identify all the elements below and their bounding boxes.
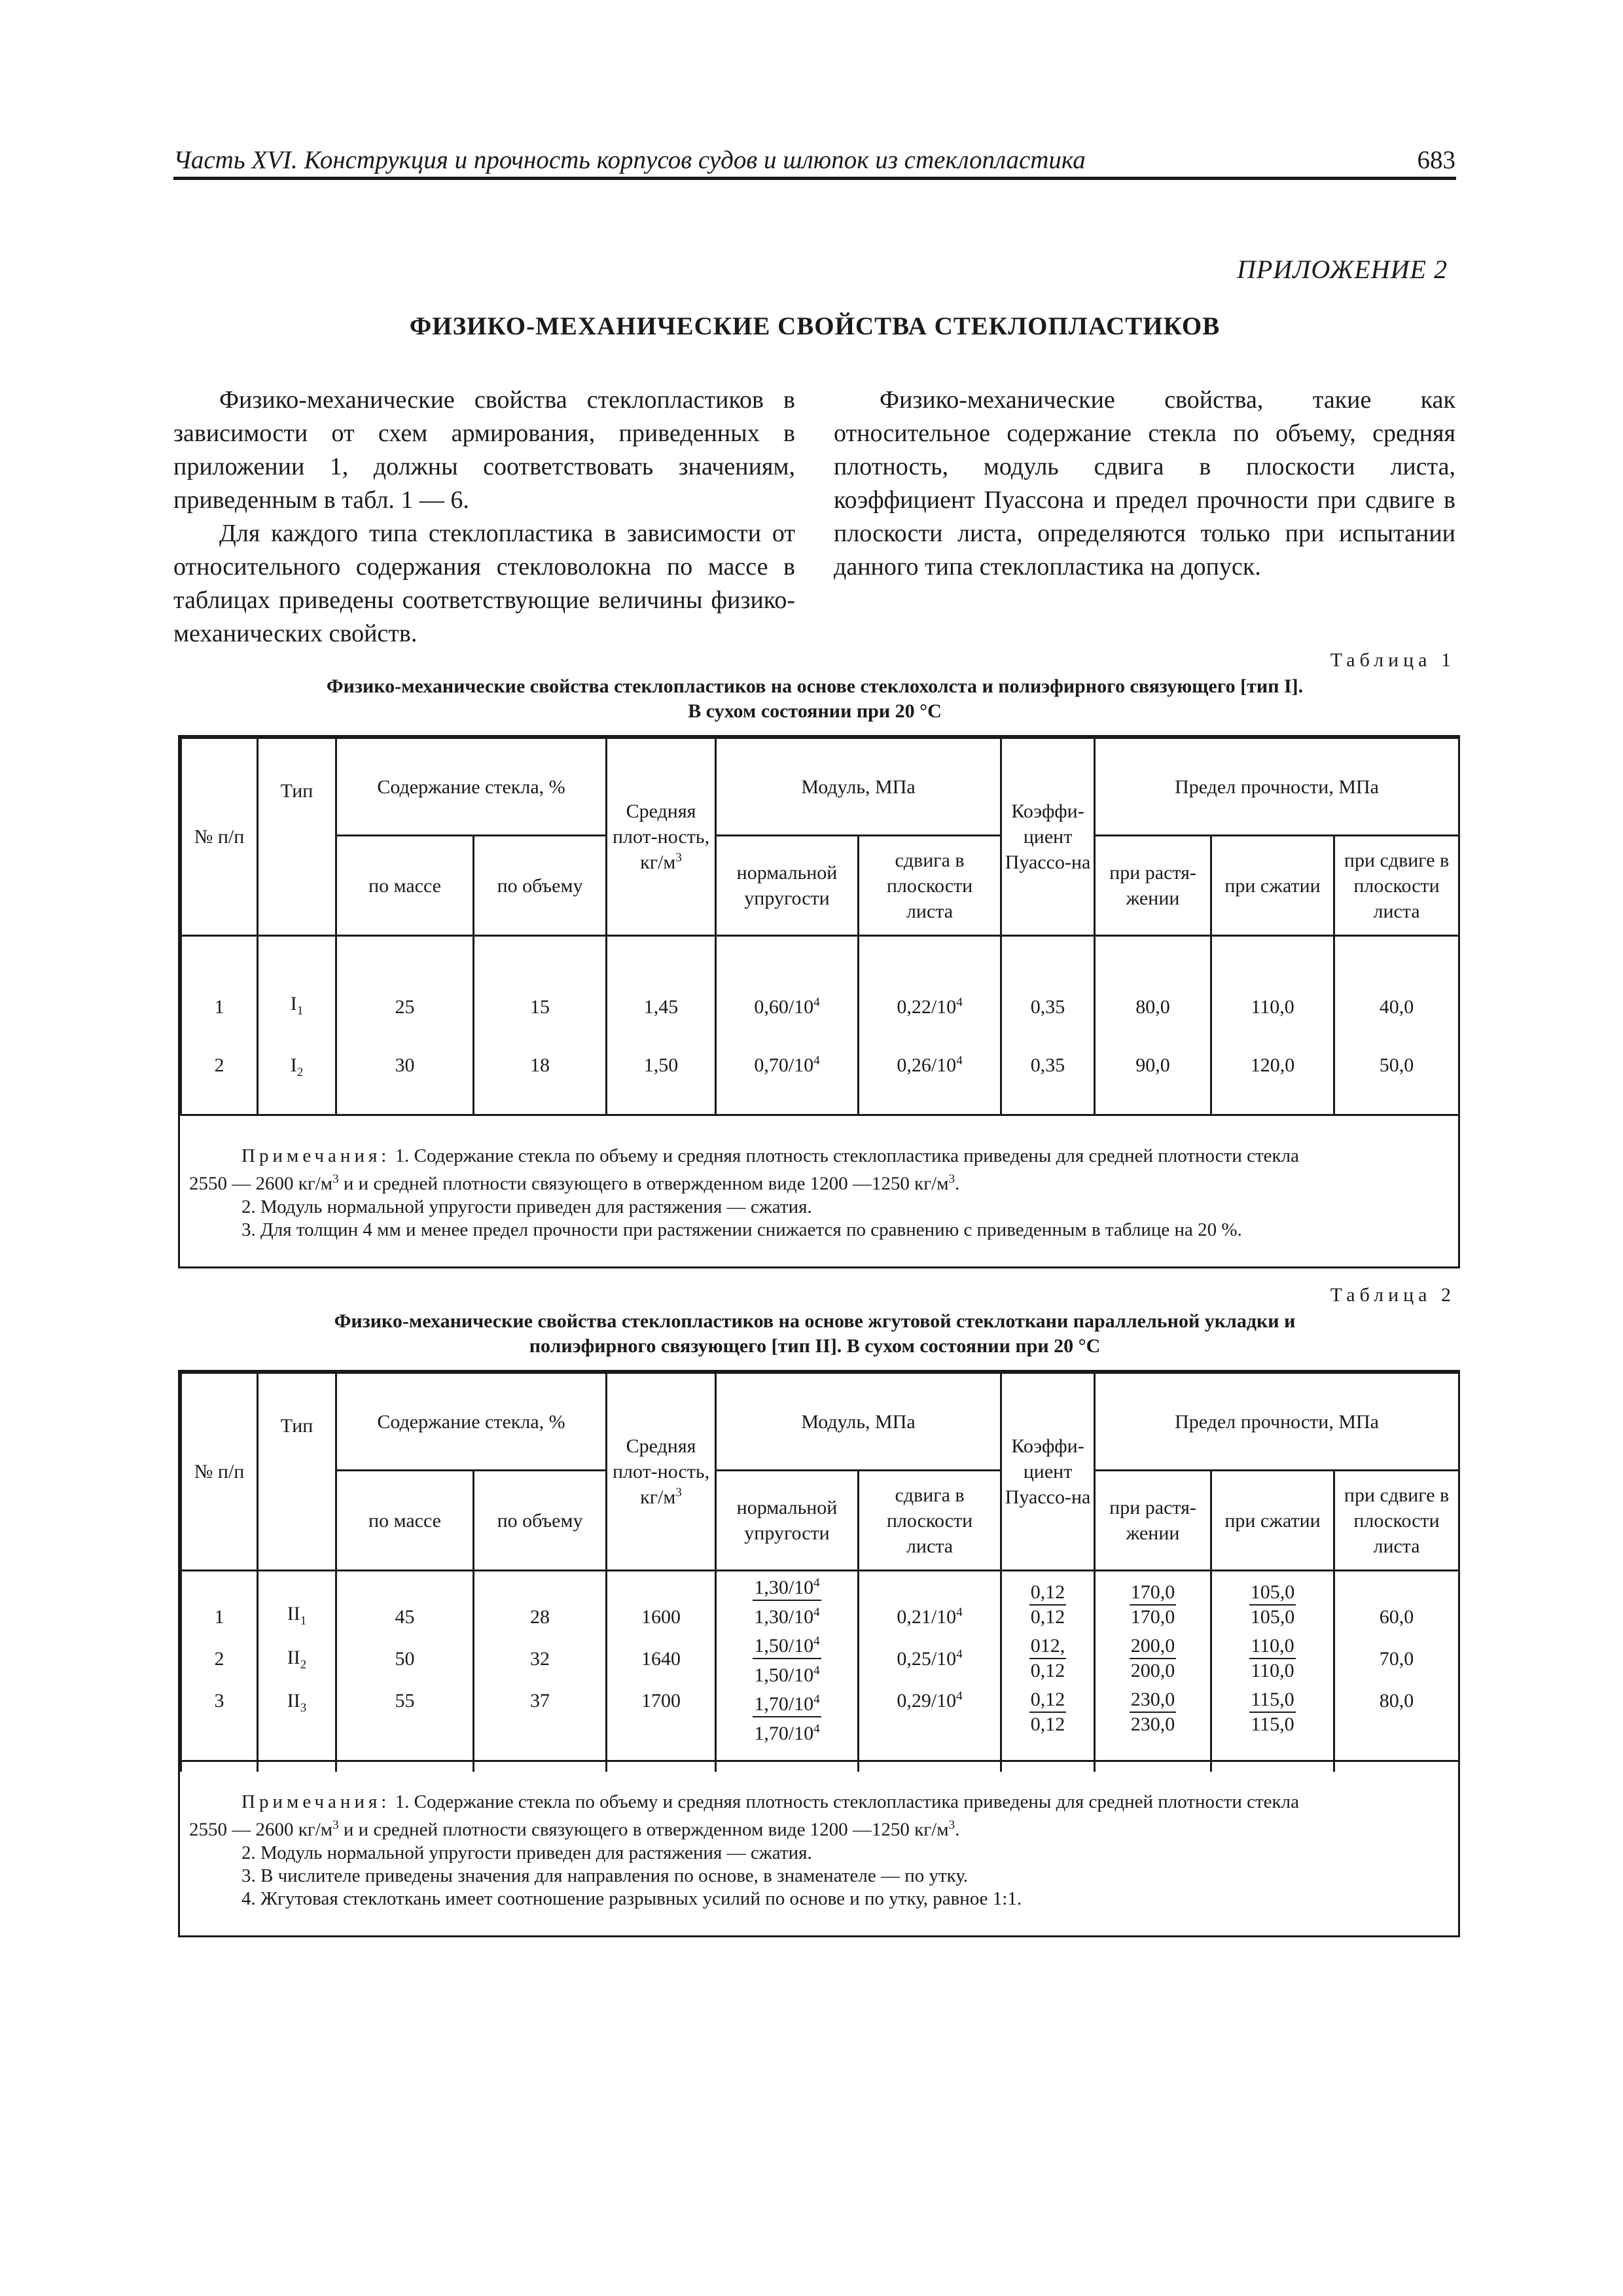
fraction [1029,1688,1067,1736]
note-1a: 1. Содержание стекла по объему и средняя плотность стеклопластика приведены для средней плотности стекла [390,1791,1299,1812]
note-3: 3. Для толщин 4 мм и менее предел прочности при растяжении снижается по сравнению с приведенным в таблице на 20 %. [241,1219,1242,1240]
page-title: ФИЗИКО-МЕХАНИЧЕСКИЕ СВОЙСТВА СТЕКЛОПЛАСТИКОВ [409,312,1221,340]
cell-density: 1700 [607,1688,716,1772]
unit-exponent: 3 [948,1172,955,1186]
numerator [753,1630,821,1659]
unit-exponent: 3 [675,851,682,865]
caption-line: полиэфирного связующего [тип II]. В сухом состоянии при 20 °С [529,1335,1101,1357]
running-title: Часть XVI. Конструкция и прочность корпусов судов и шлюпок из стеклопластика [173,146,1086,174]
table-1 [178,735,1460,1268]
value-base: 1,30/10 [754,1577,814,1598]
caption-line: Физико-механические свойства стеклопластиков на основе жгутовой стеклоткани параллельной укладки и [334,1310,1296,1332]
cell-volume: 18 [474,1034,607,1115]
numerator [753,1571,821,1601]
cell-type [258,1034,336,1115]
density-text: Средняя плот-ность, [612,800,710,848]
fraction [1130,1688,1177,1736]
fraction [753,1688,821,1746]
cell-density: 1,50 [607,1034,716,1115]
type-base: II [287,1603,300,1625]
value-exp: 4 [813,1722,820,1736]
type-base: II [287,1646,300,1668]
cell-normal-modulus [716,1630,859,1688]
col-header-by-volume: по объему [474,836,607,936]
table-2-caption [173,1309,1456,1359]
cell-shear-strength: 70,0 [1334,1630,1459,1688]
cell-num: 3 [181,1688,258,1772]
caption-line: Физико-механические свойства стеклопластиков на основе стеклохолста и полиэфирного связующего [тип I]. [326,675,1304,697]
numerator: 170,0 [1130,1581,1177,1605]
type-sub: 3 [300,1701,307,1715]
cell-mass: 25 [336,936,474,1034]
cell-compression [1211,1571,1334,1630]
type-sub: 1 [300,1614,307,1628]
denominator: 230,0 [1130,1713,1175,1735]
fraction [753,1571,821,1629]
intro-paragraph: Физико-механические свойства, такие как относительное содержание стекла по объему, средняя плотность, модуль сдвига в плоскости листа, коэффициент Пуассона и предел прочности при сдвиге в плоскости листа, определяются только при испытании данного типа стеклопластика на допуск. [834,386,1455,581]
cell-density: 1,45 [607,936,716,1034]
value-base: 1,70/10 [754,1723,814,1744]
cell-normal-modulus [716,1571,859,1630]
numerator: 200,0 [1130,1634,1177,1659]
cell-normal-modulus [716,936,859,1034]
col-header-by-mass: по массе [336,1471,474,1571]
note-4: 4. Жгутовая стеклоткань имеет соотношение разрывных усилий по основе и по утку, равное 1:1. [241,1888,1022,1909]
value-exp: 4 [956,1647,963,1661]
cell-poisson: 0,35 [1001,936,1095,1034]
value-exp: 4 [813,1053,820,1067]
col-header-tension: при растя-жении [1095,1471,1211,1571]
cell-type [258,1630,336,1688]
numerator: 012, [1029,1634,1067,1659]
cell-volume: 28 [474,1571,607,1630]
col-header-tension: при растя-жении [1095,836,1211,936]
cell-tension [1095,1571,1211,1630]
col-header-normal-elasticity: нормальной упругости [716,1471,859,1571]
value-base: 1,70/10 [754,1693,814,1715]
value-exp: 4 [813,1605,820,1619]
cell-tension: 90,0 [1095,1034,1211,1115]
value-base: 0,22/10 [897,996,957,1018]
note-1d: . [955,1173,960,1194]
note-3: 3. В числителе приведены значения для направления по основе, в знаменателе — по утку. [241,1865,969,1886]
fraction [1249,1581,1296,1629]
cell-shear-strength: 50,0 [1334,1034,1459,1115]
cell-num: 2 [181,1034,258,1115]
value-exp: 4 [813,1634,820,1648]
unit-exponent: 3 [332,1818,339,1832]
denominator: 0,12 [1030,1713,1065,1735]
col-header-shear-modulus: сдвига в плоскости листа [859,1471,1001,1571]
cell-mass: 55 [336,1688,474,1772]
page-number: 683 [1417,146,1455,174]
cell-type [258,1688,336,1772]
appendix-label: ПРИЛОЖЕНИЕ 2 [1237,255,1448,284]
value-base: 1,50/10 [754,1635,814,1657]
density-text: Средняя плот-ность, [612,1435,710,1482]
fraction [1029,1581,1067,1629]
note-1b: 2550 — 2600 кг/м [189,1173,333,1194]
note-1a: 1. Содержание стекла по объему и средняя плотность стеклопластика приведены для средней плотности стекла [390,1145,1299,1166]
intro-paragraph: Физико-механические свойства стеклопластиков в зависимости от схем армирования, приведенных в приложении 1, должны соответствовать значениям, приведенным в табл. 1 — 6. [173,386,795,514]
intro-left-column [173,384,795,651]
col-header-num: № п/п [181,738,258,936]
value-base: 0,21/10 [897,1606,957,1628]
denominator: 110,0 [1251,1660,1294,1681]
cell-num: 1 [181,1571,258,1630]
fraction [753,1630,821,1687]
col-header-shear-strength: при сдвиге в плоскости листа [1334,836,1459,936]
note-1c: и и средней плотности связующего в отвержденном виде 1200 —1250 кг/м [338,1173,949,1194]
type-base: I [290,992,297,1014]
caption-line: В сухом состоянии при 20 °С [688,700,942,722]
col-header-by-mass: по массе [336,836,474,936]
fraction [1130,1634,1177,1683]
denominator: 200,0 [1130,1660,1175,1681]
value-exp: 4 [813,1664,820,1677]
value-exp: 4 [956,1689,963,1703]
cell-poisson [1001,1688,1095,1772]
unit-exponent: 3 [948,1818,955,1832]
table-row [181,936,1459,1034]
cell-mass: 45 [336,1571,474,1630]
value-base: 0,70/10 [754,1054,814,1076]
fraction [1249,1634,1295,1683]
cell-shear-modulus [859,936,1001,1034]
col-header-strength: Предел прочности, МПа [1095,1373,1459,1471]
note-1c: и и средней плотности связующего в отвержденном виде 1200 —1250 кг/м [338,1819,949,1840]
denominator: 115,0 [1251,1713,1294,1735]
col-header-type: Тип [258,1373,336,1571]
note-2: 2. Модуль нормальной упругости приведен для растяжения — сжатия. [241,1842,812,1863]
intro-paragraph: Для каждого типа стеклопластика в зависимости от относительного содержания стекловолокна по массе в таблицах приведены соответствующие величины физико-механических свойств. [173,520,795,647]
table-2-body [180,1571,1458,1762]
denominator [753,1659,821,1687]
cell-poisson: 0,35 [1001,1034,1095,1115]
cell-type [258,936,336,1034]
denominator [753,1717,821,1746]
cell-mass: 30 [336,1034,474,1115]
col-header-compression: при сжатии [1211,836,1334,936]
type-sub: 2 [300,1657,307,1672]
cell-volume: 37 [474,1688,607,1772]
col-header-shear-modulus: сдвига в плоскости листа [859,836,1001,936]
col-header-shear-strength: при сдвиге в плоскости листа [1334,1471,1459,1571]
table-1-label: Таблица 1 [1330,649,1455,671]
numerator: 115,0 [1249,1688,1295,1713]
cell-poisson [1001,1571,1095,1630]
col-header-poisson: Коэффи-циент Пуассо-на [1001,738,1095,936]
table-row [181,1688,1459,1772]
unit-exponent: 3 [332,1172,339,1186]
col-header-normal-elasticity: нормальной упругости [716,836,859,936]
fraction [1130,1581,1177,1629]
value-exp: 4 [813,1693,820,1706]
cell-compression [1211,1688,1334,1772]
value-base: 0,60/10 [754,996,814,1018]
table-2-label: Таблица 2 [1330,1284,1455,1306]
fraction [1249,1688,1295,1736]
cell-tension [1095,1688,1211,1772]
table-1-caption [173,674,1456,724]
type-sub: 1 [296,1003,304,1018]
cell-volume: 15 [474,936,607,1034]
table-row [181,1571,1459,1630]
note-2: 2. Модуль нормальной упругости приведен для растяжения — сжатия. [241,1196,812,1217]
note-1d: . [955,1819,960,1840]
cell-compression: 110,0 [1211,936,1334,1034]
value-base: 1,50/10 [754,1664,814,1686]
type-base: II [287,1690,300,1712]
numerator: 110,0 [1249,1634,1295,1659]
cell-volume: 32 [474,1630,607,1688]
numerator: 0,12 [1029,1688,1067,1713]
cell-tension: 80,0 [1095,936,1211,1034]
table-2-notes [180,1762,1458,1935]
cell-density: 1640 [607,1630,716,1688]
unit-exponent: 3 [675,1486,682,1499]
cell-type [258,1571,336,1630]
intro-right-column [834,384,1455,584]
cell-normal-modulus [716,1034,859,1115]
density-unit: кг/м [640,852,676,873]
cell-num: 1 [181,936,258,1034]
cell-compression [1211,1630,1334,1688]
cell-shear-strength: 60,0 [1334,1571,1459,1630]
table-2 [178,1370,1460,1937]
cell-normal-modulus [716,1688,859,1772]
col-header-compression: при сжатии [1211,1471,1334,1571]
col-header-strength: Предел прочности, МПа [1095,738,1459,836]
cell-shear-modulus [859,1034,1001,1115]
col-header-modulus: Модуль, МПа [716,738,1001,836]
cell-poisson [1001,1630,1095,1688]
denominator: 0,12 [1030,1606,1065,1628]
col-header-num: № п/п [181,1373,258,1571]
cell-compression: 120,0 [1211,1034,1334,1115]
cell-shear-strength: 40,0 [1334,936,1459,1034]
cell-shear-modulus [859,1571,1001,1630]
notes-label: Примечания: [241,1791,391,1812]
value-exp: 4 [813,995,820,1009]
cell-mass: 50 [336,1630,474,1688]
note-1b: 2550 — 2600 кг/м [189,1819,333,1840]
notes-label: Примечания: [241,1145,391,1166]
value-exp: 4 [956,1605,963,1619]
header-rule [173,177,1456,180]
numerator: 230,0 [1130,1688,1177,1713]
fraction [1029,1634,1067,1683]
col-header-type: Тип [258,738,336,936]
value-base: 1,30/10 [754,1606,814,1628]
col-header-glass: Содержание стекла, % [336,1373,607,1471]
cell-density: 1600 [607,1571,716,1630]
col-header-density [607,738,716,936]
value-base: 0,26/10 [897,1054,957,1076]
value-base: 0,25/10 [897,1648,957,1670]
table-row [181,1630,1459,1688]
density-unit: кг/м [640,1486,676,1508]
numerator: 0,12 [1029,1581,1067,1605]
value-base: 0,29/10 [897,1690,957,1712]
col-header-by-volume: по объему [474,1471,607,1571]
value-exp: 4 [956,995,963,1009]
cell-shear-modulus [859,1630,1001,1688]
table-row [181,1034,1459,1115]
cell-tension [1095,1630,1211,1688]
numerator: 105,0 [1249,1581,1296,1605]
denominator: 0,12 [1030,1660,1065,1681]
denominator: 170,0 [1130,1606,1175,1628]
value-exp: 4 [956,1053,963,1067]
denominator: 105,0 [1250,1606,1295,1628]
cell-num: 2 [181,1630,258,1688]
denominator [753,1601,821,1629]
type-sub: 2 [296,1065,304,1079]
type-base: I [290,1054,297,1076]
col-header-density [607,1373,716,1571]
cell-shear-strength: 80,0 [1334,1688,1459,1772]
numerator [753,1688,821,1717]
value-exp: 4 [813,1576,820,1590]
col-header-glass: Содержание стекла, % [336,738,607,836]
col-header-poisson: Коэффи-циент Пуассо-на [1001,1373,1095,1571]
col-header-modulus: Модуль, МПа [716,1373,1001,1471]
table-1-notes [180,1116,1458,1266]
cell-shear-modulus [859,1688,1001,1772]
